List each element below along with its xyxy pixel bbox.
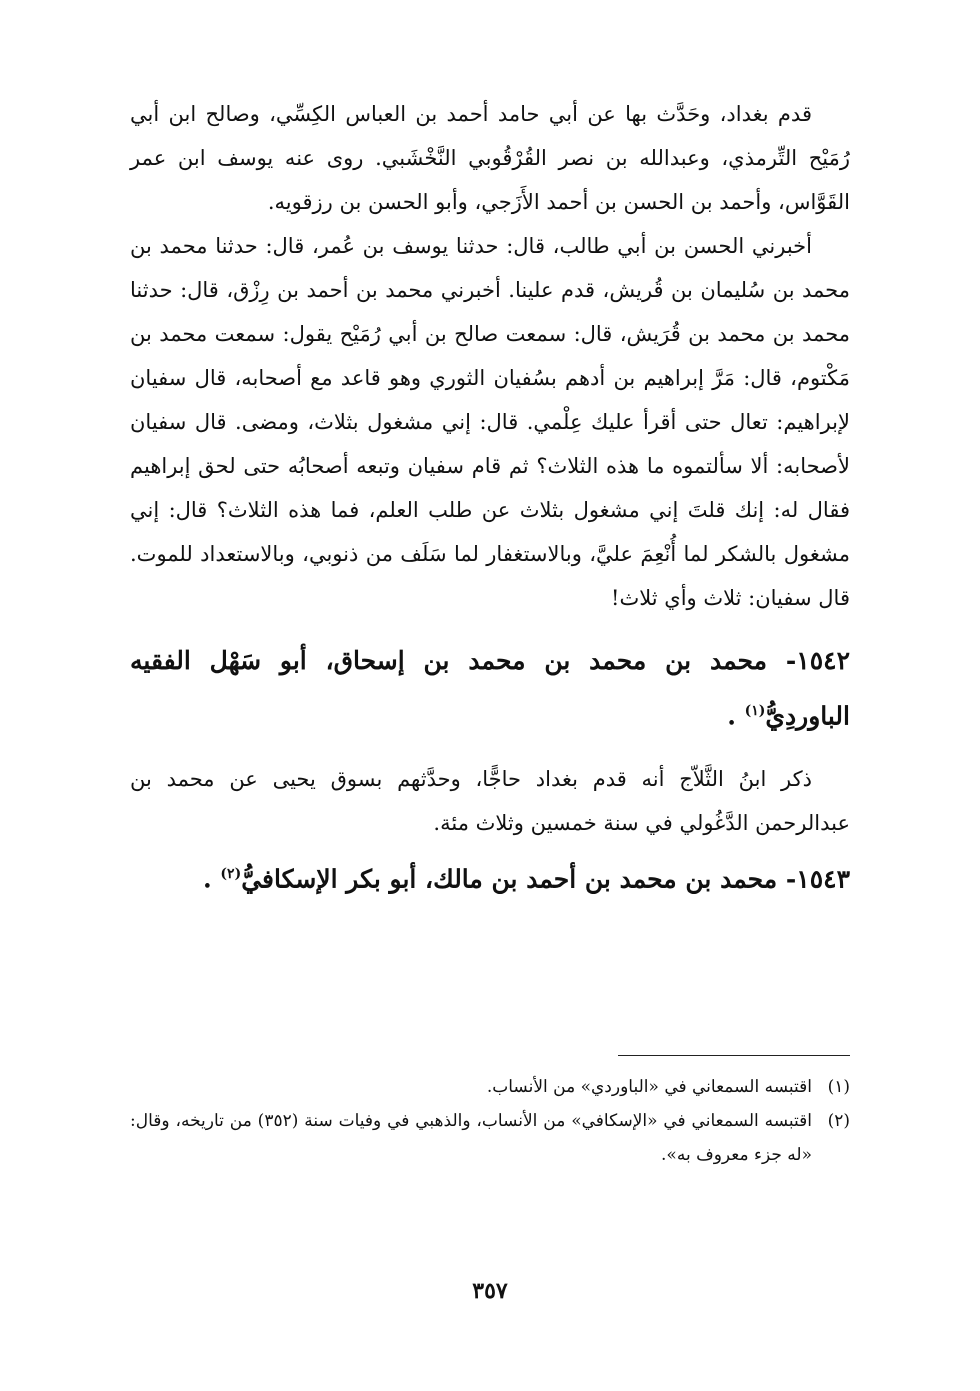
page-body	[130, 92, 850, 905]
entry-heading-1542-text: ١٥٤٢- محمد بن محمد بن محمد بن إسحاق، أبو سَهْل الفقيه الباوردِيُّ	[130, 646, 850, 731]
footnote	[130, 1104, 850, 1172]
entry-heading-1542	[130, 636, 850, 741]
footnote-text: اقتبسه السمعاني في «الباوردي» من الأنساب.	[486, 1077, 812, 1097]
paragraph-narration: أخبرني الحسن بن أبي طالب، قال: حدثنا يوسف بن عُمر، قال: حدثنا محمد بن محمد بن سُليمان بن قُريش، قدم علينا. أخبرني محمد بن أحمد بن رِزْق، قال: حدثنا محمد بن محمد بن قُرَيش، قال: سمعت صالح بن أبي رُمَيْح يقول: سمعت محمد بن مَكْتوم، قال: مَرَّ إبراهيم بن أدهم بسُفيان الثوري وهو قاعد مع أصحابه، قال سفيان لإبراهيم: تعال حتى أقرأ عليك عِلْمي. قال: إني مشغول بثلاث، ومضى. قال سفيان لأصحابه: ألا سألتموه ما هذه الثلاث؟ ثم قام سفيان وتبعه أصحابُه حتى لحق إبراهيم فقال له: إنك قلتَ إني مشغول بثلاث عن طلب العلم، فما هذه الثلاث؟ قال: إني مشغول بالشكر لما أُنْعِمَ عليَّ، وبالاستغفار لما سَلَف من ذنوبي، وبالاستعداد للموت. قال سفيان: ثلاث وأي ثلاث!	[130, 234, 850, 610]
paragraph-intro: قدم بغداد، وحَدَّث بها عن أبي حامد أحمد بن العباس الكِسِّي، وصالح ابن أبي رُمَيْح التِّرمذي، وعبدالله بن نصر القُرْقُوبي النَّخْشَبي. روى عنه يوسف ابن عمر القَوَّاس، وأحمد بن الحسن بن أحمد الأَزَجي، وأبو الحسن بن رزقويه.	[130, 102, 850, 214]
heading-trail: .	[727, 701, 745, 731]
heading-trail: .	[203, 864, 221, 894]
footnote-number: (١)	[827, 1077, 850, 1097]
footnote-mark-1: (١)	[744, 703, 766, 719]
footnote-text: اقتبسه السمعاني في «الإسكافي» من الأنساب، والذهبي في وفيات سنة (٣٥٢) من تاريخه، وقال: «له جزء معروف به».	[130, 1111, 812, 1165]
page-number: ٣٥٧	[472, 1278, 508, 1304]
footnote-number: (٢)	[827, 1111, 850, 1131]
footnote-mark-2: (٢)	[220, 866, 242, 883]
footnote-separator	[618, 1055, 850, 1056]
entry-heading-1543	[130, 849, 850, 904]
footnote	[130, 1070, 850, 1104]
entry-body-1542: ذكر ابنُ الثَّلاّج أنه قدم بغداد حاجًّا، وحدَّثهم بسوق يحيى عن محمد بن عبدالرحمن الدَّغُولي في سنة خمسين وثلاث مئة.	[130, 767, 850, 836]
entry-heading-1543-text: ١٥٤٣- محمد بن محمد بن أحمد بن مالك، أبو بكر الإسكافيُّ	[241, 864, 850, 894]
footnotes	[130, 1070, 850, 1172]
